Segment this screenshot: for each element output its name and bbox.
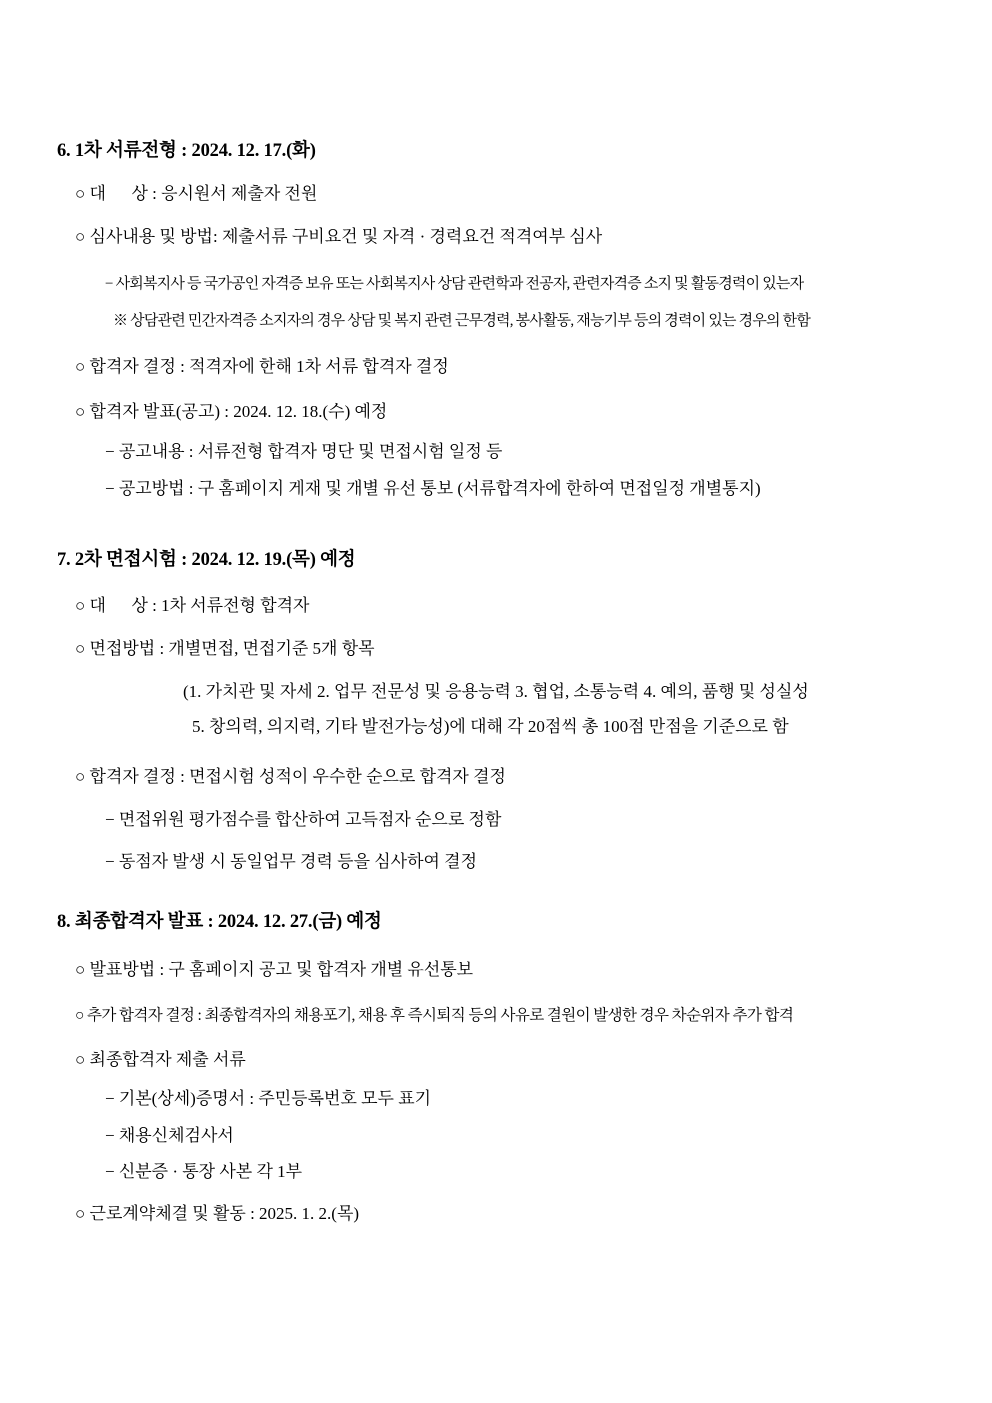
s8-announce-method-line: ○ 발표방법 : 구 홈페이지 공고 및 합격자 개별 유선통보 <box>75 960 474 979</box>
s7-pass-decision-line: ○ 합격자 결정 : 면접시험 성적이 우수한 순으로 합격자 결정 <box>75 767 506 786</box>
s8-contract-line: ○ 근로계약체결 및 활동 : 2025. 1. 2.(목) <box>75 1204 360 1223</box>
s6-announcement-content-line: − 공고내용 : 서류전형 합격자 명단 및 면접시험 일정 등 <box>105 442 503 461</box>
s7-tiebreak-line: − 동점자 발생 시 동일업무 경력 등을 심사하여 결정 <box>105 852 478 871</box>
s6-review-method-line: ○ 심사내용 및 방법: 제출서류 구비요건 및 자격 · 경력요건 적격여부 심사 <box>75 227 603 246</box>
s7-criteria-line-1: (1. 가치관 및 자세 2. 업무 전문성 및 응용능력 3. 협업, 소통능력 4. 예의, 품행 및 성실성 <box>183 682 809 701</box>
s6-note-line: ※ 상담관련 민간자격증 소지자의 경우 상담 및 복지 관련 근무경력, 봉사활동, 재능기부 등의 경력이 있는 경우의 한함 <box>113 313 811 329</box>
s7-interview-method-line: ○ 면접방법 : 개별면접, 면접기준 5개 항목 <box>75 639 375 658</box>
s7-target-line: ○ 대 상 : 1차 서류전형 합격자 <box>75 596 310 615</box>
s6-qualification-sub-line: − 사회복지사 등 국가공인 자격증 보유 또는 사회복지사 상담 관련학과 전공자, 관련자격증 소지 및 활동경력이 있는자 <box>105 276 804 292</box>
s7-score-sum-line: − 면접위원 평가점수를 합산하여 고득점자 순으로 정함 <box>105 810 502 829</box>
s8-id-copy-line: − 신분증 · 통장 사본 각 1부 <box>105 1162 303 1181</box>
s6-announcement-line: ○ 합격자 발표(공고) : 2024. 12. 18.(수) 예정 <box>75 402 388 421</box>
section-6-heading: 6. 1차 서류전형 : 2024. 12. 17.(화) <box>57 141 316 161</box>
section-8-heading: 8. 최종합격자 발표 : 2024. 12. 27.(금) 예정 <box>57 912 382 932</box>
s8-submit-docs-line: ○ 최종합격자 제출 서류 <box>75 1050 246 1069</box>
s8-health-check-line: − 채용신체검사서 <box>105 1126 234 1145</box>
s7-criteria-line-2: 5. 창의력, 의지력, 기타 발전가능성)에 대해 각 20점씩 총 100점 만점을 기준으로 함 <box>192 717 789 736</box>
s8-additional-pass-line: ○ 추가 합격자 결정 : 최종합격자의 채용포기, 채용 후 즉시퇴직 등의 사유로 결원이 발생한 경우 차순위자 추가 합격 <box>75 1007 794 1024</box>
s6-announcement-method-line: − 공고방법 : 구 홈페이지 게재 및 개별 유선 통보 (서류합격자에 한하여 면접일정 개별통지) <box>105 479 761 498</box>
section-7-heading: 7. 2차 면접시험 : 2024. 12. 19.(목) 예정 <box>57 550 356 570</box>
s6-target-line: ○ 대 상 : 응시원서 제출자 전원 <box>75 184 318 203</box>
s8-certificate-line: − 기본(상세)증명서 : 주민등록번호 모두 표기 <box>105 1089 432 1108</box>
s6-pass-decision-line: ○ 합격자 결정 : 적격자에 한해 1차 서류 합격자 결정 <box>75 357 449 376</box>
